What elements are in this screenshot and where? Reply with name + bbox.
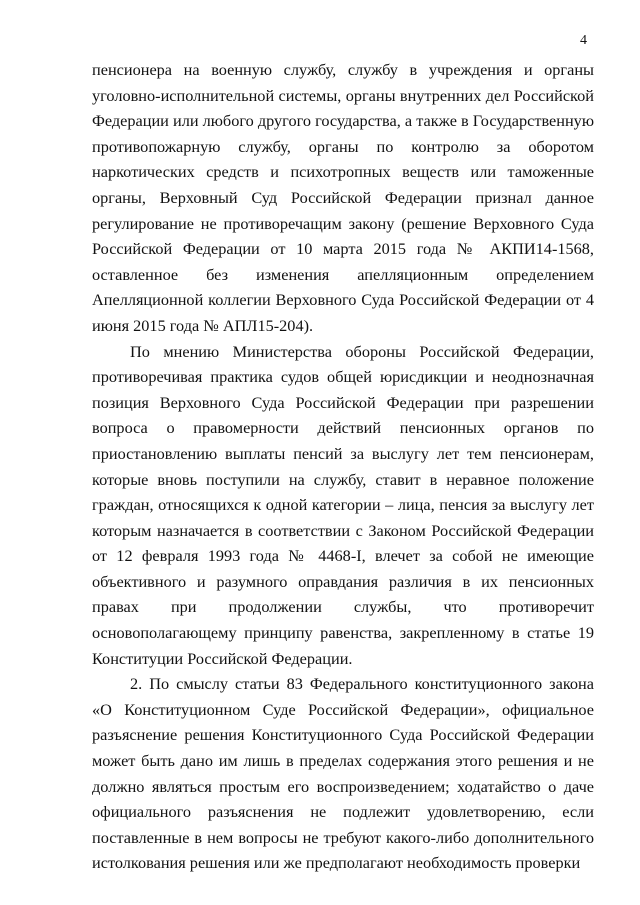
document-body — [92, 57, 594, 876]
paragraph-point-2: 2. По смыслу статьи 83 Федерального конституционного закона «О Конституционном Суде Российской Федерации», официальное разъяснение решения Конституционного Суда Российской Федерации может быть дано им лишь в пределах содержания этого решения и не должно являться простым его воспроизведением; ходатайство о даче официального разъяснения не подлежит удовлетворению, если поставленные в нем вопросы не требуют какого-либо дополнительного истолкования решения или же предполагают необходимость проверки — [92, 674, 594, 873]
paragraph-ministry-opinion: По мнению Министерства обороны Российской Федерации, противоречивая практика судов общей юрисдикции и неоднозначная позиция Верховного Суда Российской Федерации при разрешении вопроса о правомерности действий пенсионных органов по приостановлению выплаты пенсий за выслугу лет тем пенсионерам, которые вновь поступили на службу, ставит в неравное положение граждан, относящихся к одной категории – лица, пенсия за выслугу лет которым назначается в соответствии с Законом Российской Федерации от 12 февраля 1993 года № 4468-I, влечет за собой не имеющие объективного и разумного оправдания различия в их пенсионных правах при продолжении службы, что противоречит основополагающему принципу равенства, закрепленному в статье 19 Конституции Российской Федерации. — [92, 341, 594, 668]
page-number: 4 — [580, 33, 587, 48]
paragraph-continuation: пенсионера на военную службу, службу в учреждения и органы уголовно-исполнительной системы, органы внутренних дел Российской Федерации или любого другого государства, а также в Государственную противопожарную службу, органы по контролю за оборотом наркотических средств и психотропных веществ или таможенные органы, Верховный Суд Российской Федерации признал данное регулирование не противоречащим закону (решение Верховного Суда Российской Федерации от 10 марта 2015 года № АКПИ14-1568, оставленное без изменения апелляционным определением Апелляционной коллегии Верховного Суда Российской Федерации от 4 июня 2015 года № АПЛ15-204). — [92, 60, 594, 335]
